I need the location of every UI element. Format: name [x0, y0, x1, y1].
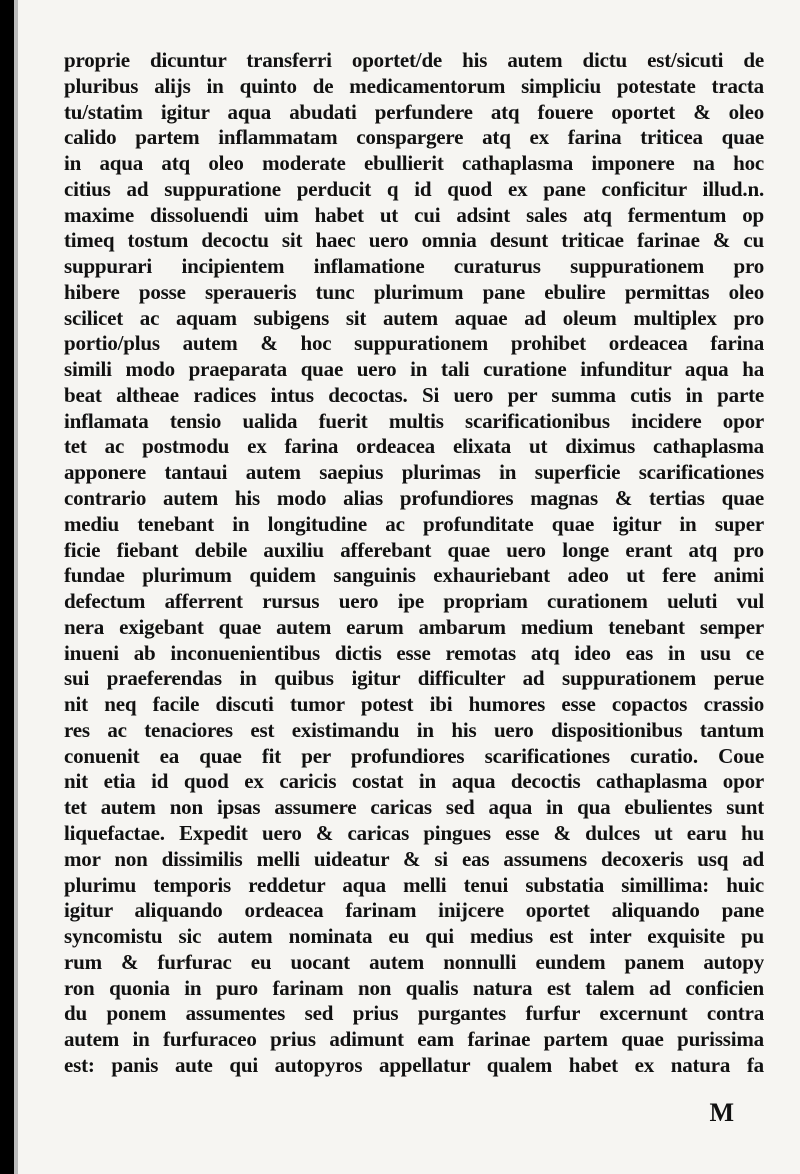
text-line: liquefactae. Expedit uero & caricas pingues esse & dulces ut earu hu	[64, 820, 764, 845]
text-line: autem in furfuraceo prius adimunt eam farinae partem quae purissima	[64, 1027, 764, 1052]
text-line: mor non dissimilis melli uideatur & si eas assumens decoxeris usq ad	[64, 846, 764, 871]
text-line: ron quonia in puro farinam non qualis natura est talem ad conficien	[64, 975, 764, 1000]
text-line: timeq tostum decoctu sit haec uero omnia desunt triticae farinae & cu	[64, 228, 764, 253]
text-line: syncomistu sic autem nominata eu qui medius est inter exquisite pu	[64, 924, 764, 949]
text-line: plurimu temporis reddetur aqua melli tenui substatia simillima: huic	[64, 872, 764, 897]
text-line: est: panis aute qui autopyros appellatur qualem habet ex natura fa	[64, 1052, 764, 1077]
signature-mark: M	[709, 1098, 734, 1127]
text-line: du ponem assumentes sed prius purgantes furfur excernunt contra	[64, 1001, 764, 1026]
text-line: pluribus alijs in quinto de medicamentorum simpliciu potestate tracta	[64, 73, 764, 98]
text-line: nit etia id quod ex caricis costat in aqua decoctis cathaplasma opor	[64, 769, 764, 794]
text-line: res ac tenaciores est existimandu in his uero dispositionibus tantum	[64, 717, 764, 742]
text-line: apponere tantaui autem saepius plurimas in superficie scarificationes	[64, 460, 764, 485]
text-line: rum & furfurac eu uocant autem nonnulli eundem panem autopy	[64, 949, 764, 974]
text-line: hibere posse speraueris tunc plurimum pane ebulire permittas oleo	[64, 279, 764, 304]
text-line: defectum afferrent rursus uero ipe propriam curationem ueluti vul	[64, 589, 764, 614]
text-line: portio/plus autem & hoc suppurationem prohibet ordeacea farina	[64, 331, 764, 356]
text-line: inueni ab inconuenientibus dictis esse remotas atq ideo eas in usu ce	[64, 640, 764, 665]
text-line: inflamata tensio ualida fuerit multis scarificationibus incidere opor	[64, 408, 764, 433]
text-line: calido partem inflammatam conspargere atq ex farina triticea quae	[64, 125, 764, 150]
text-line: ficie fiebant debile auxiliu afferebant quae uero longe erant atq pro	[64, 537, 764, 562]
text-line: tu/statim igitur aqua abudati perfundere atq fouere oportet & oleo	[64, 99, 764, 124]
text-line: suppurari incipientem inflamatione curaturus suppurationem pro	[64, 254, 764, 279]
book-gutter-edge	[0, 0, 14, 1174]
text-line: proprie dicuntur transferri oportet/de his autem dictu est/sicuti de	[64, 48, 764, 72]
text-line: simili modo praeparata quae uero in tali curatione infunditur aqua ha	[64, 357, 764, 382]
text-line: nit neq facile discuti tumor potest ibi humores esse copactos crassio	[64, 692, 764, 717]
text-line: scilicet ac aquam subigens sit autem aquae ad oleum multiplex pro	[64, 305, 764, 330]
text-line: maxime dissoluendi uim habet ut cui adsint sales atq fermentum op	[64, 202, 764, 227]
text-line: sui praeferendas in quibus igitur difficulter ad suppurationem perue	[64, 666, 764, 691]
book-page	[64, 48, 764, 1128]
text-line: mediu tenebant in longitudine ac profunditate quae igitur in super	[64, 511, 764, 536]
text-line: conuenit ea quae fit per profundiores scarificationes curatio. Coue	[64, 743, 764, 768]
text-line: citius ad suppuratione perducit q id quod ex pane conficitur illud.n.	[64, 176, 764, 201]
text-line: igitur aliquando ordeacea farinam inijcere oportet aliquando pane	[64, 898, 764, 923]
body-text	[64, 48, 764, 1078]
text-line: fundae plurimum quidem sanguinis exhauriebant adeo ut fere animi	[64, 563, 764, 588]
text-line: in aqua atq oleo moderate ebullierit cathaplasma imponere na hoc	[64, 151, 764, 176]
text-line: nera exigebant quae autem earum ambarum medium tenebant semper	[64, 614, 764, 639]
text-line: tet ac postmodu ex farina ordeacea elixata ut diximus cathaplasma	[64, 434, 764, 459]
text-line: tet autem non ipsas assumere caricas sed aqua in qua ebulientes sunt	[64, 795, 764, 820]
text-line: beat altheae radices intus decoctas. Si uero per summa cutis in parte	[64, 382, 764, 407]
text-line: contrario autem his modo alias profundiores magnas & tertias quae	[64, 486, 764, 511]
